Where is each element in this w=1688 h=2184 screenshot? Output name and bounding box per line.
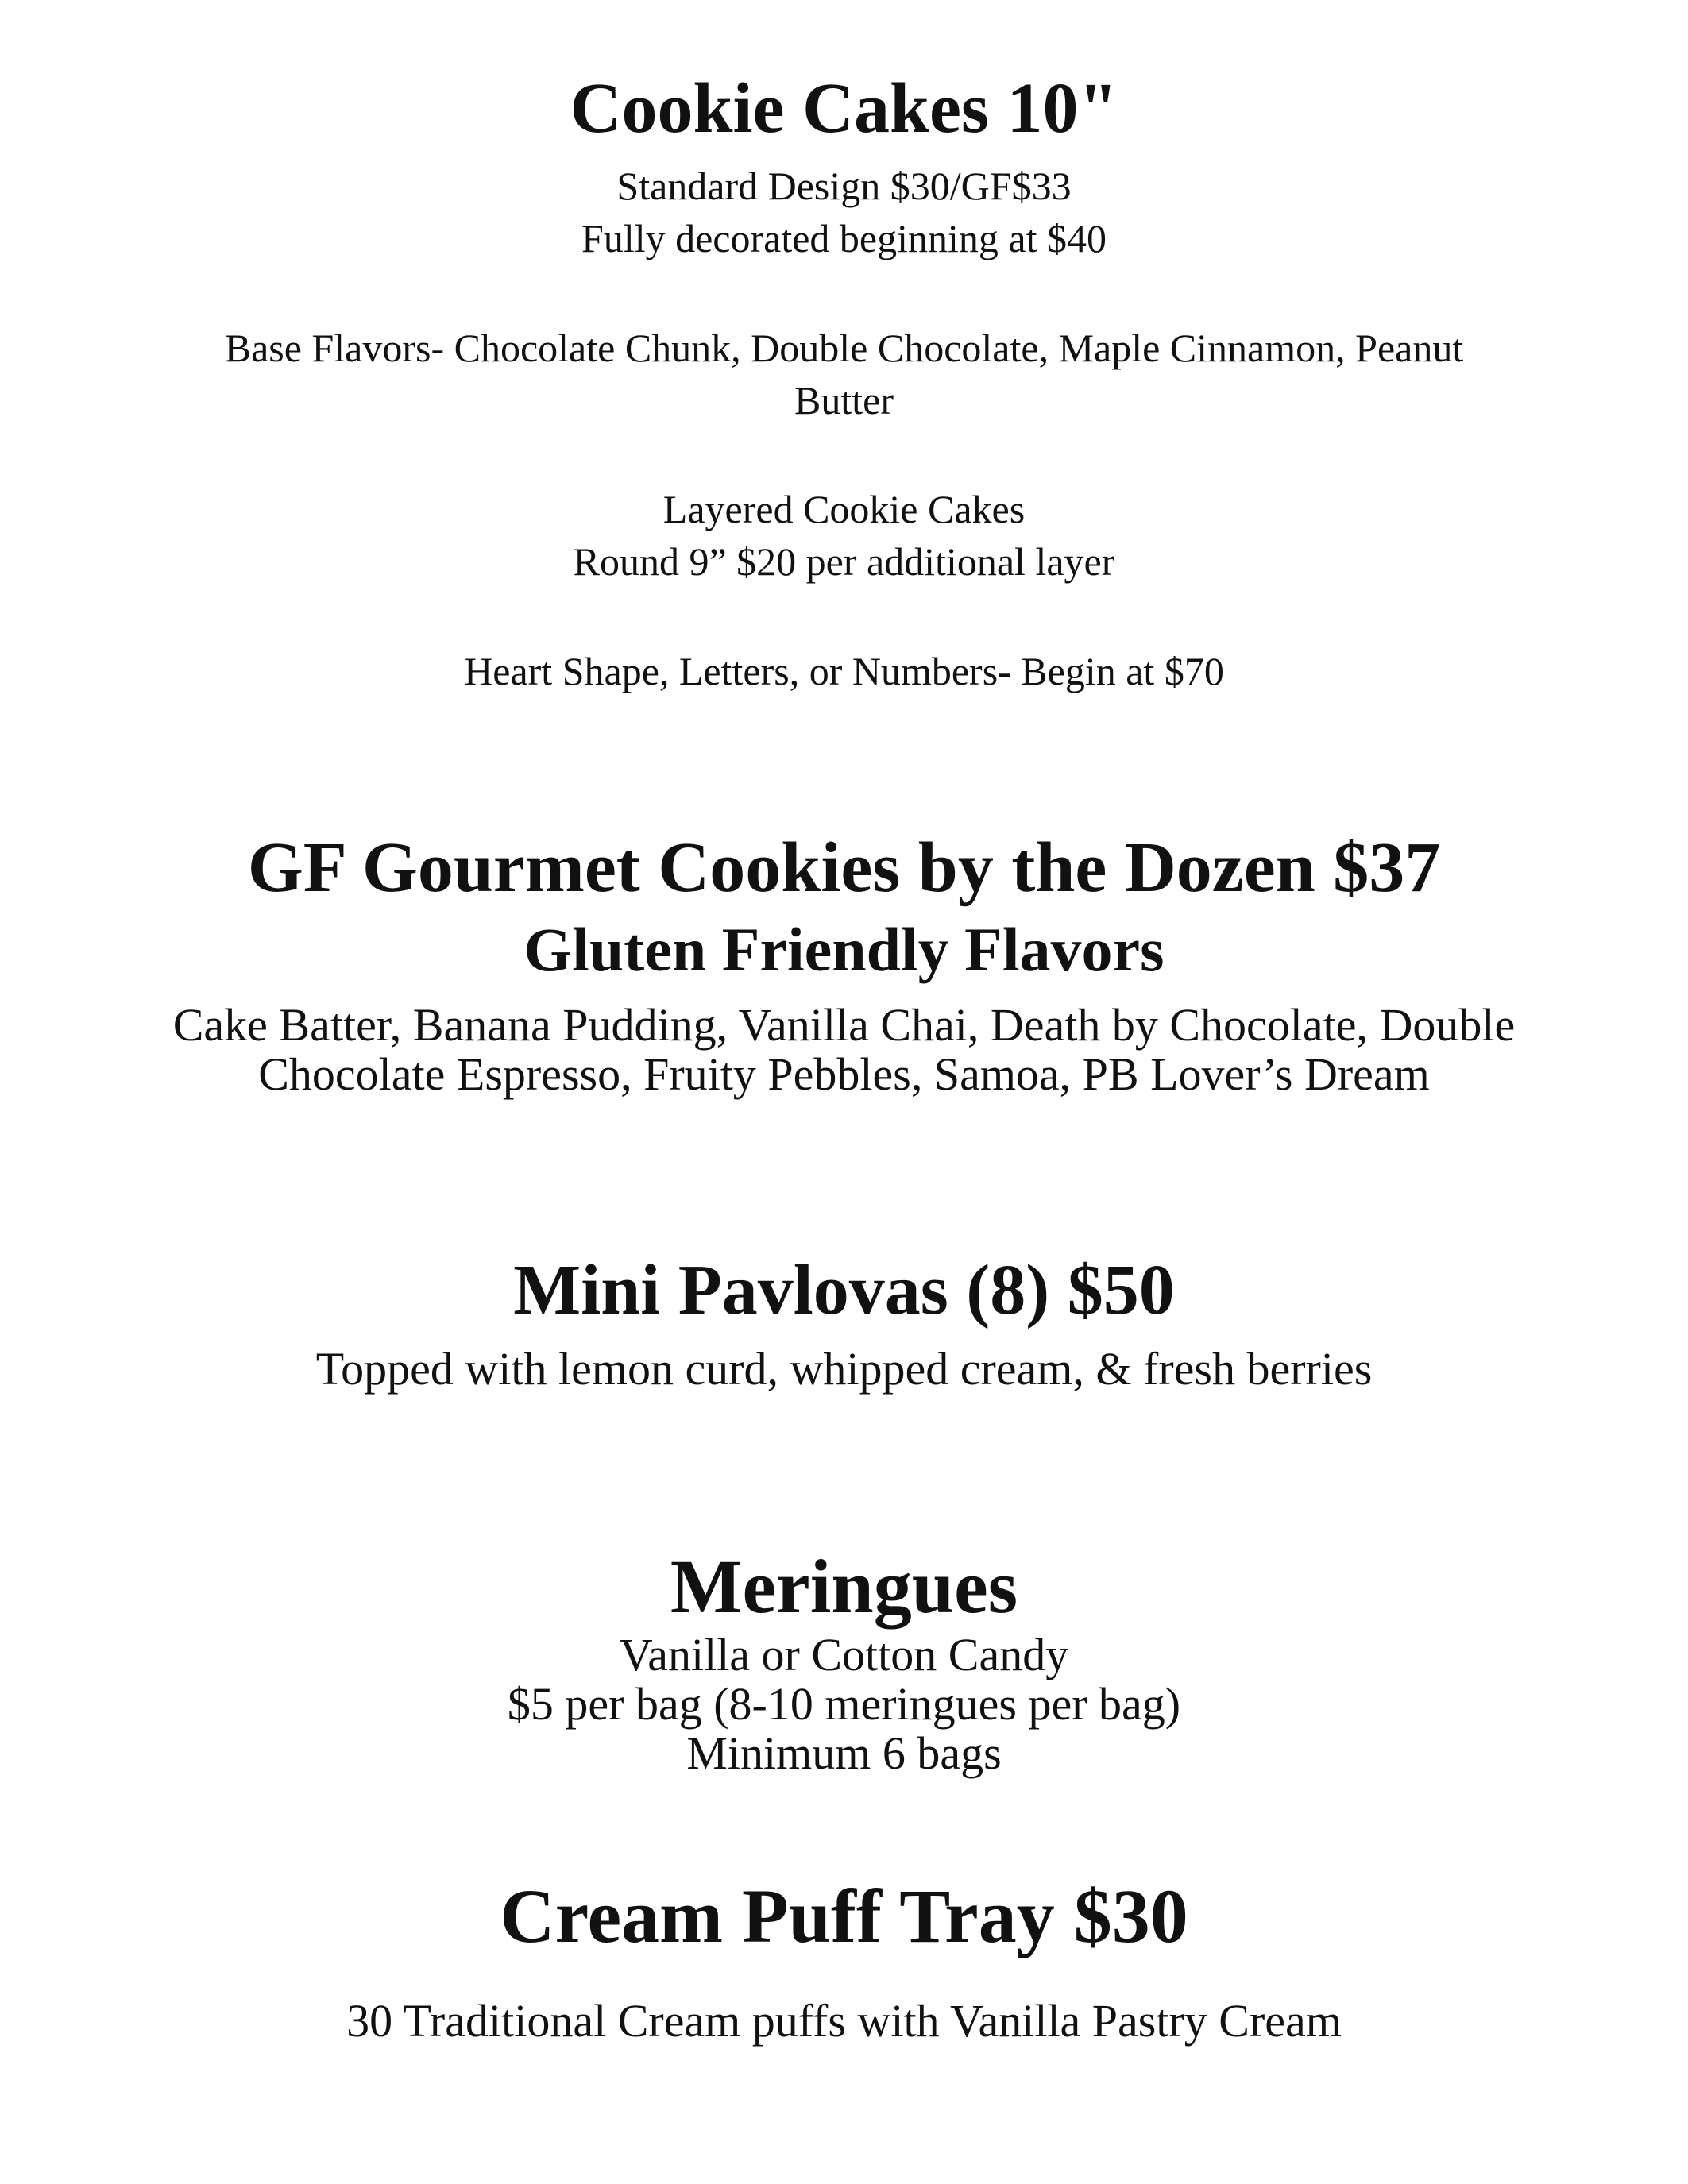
cookie-cakes-title: Cookie Cakes 10" xyxy=(570,69,1118,148)
cookie-cakes-base-flavors xyxy=(0,322,1688,426)
gf-cookies-subtitle: Gluten Friendly Flavors xyxy=(523,915,1165,984)
pavlovas-description: Topped with lemon curd, whipped cream, & fresh berries xyxy=(315,1343,1373,1395)
pavlovas-title: Mini Pavlovas (8) $50 xyxy=(513,1251,1175,1329)
cookie-cakes-layered xyxy=(0,483,1688,588)
cream-puff-title: Cream Puff Tray $30 xyxy=(500,1873,1188,1958)
cookie-cakes-pricing xyxy=(0,160,1688,264)
gf-cookies-flavors xyxy=(0,1001,1688,1099)
meringues-title: Meringues xyxy=(670,1544,1018,1629)
layered-line: Layered Cookie Cakes xyxy=(662,487,1026,531)
base-flavors-line: Base Flavors- Chocolate Chunk, Double Chocolate, Maple Cinnamon, Peanut xyxy=(224,326,1464,370)
flavors-line: Chocolate Espresso, Fruity Pebbles, Samoa, PB Lover’s Dream xyxy=(258,1048,1430,1100)
flavors-line: Cake Batter, Banana Pudding, Vanilla Chai, Death by Chocolate, Double xyxy=(172,999,1516,1051)
layered-line: Round 9” $20 per additional layer xyxy=(573,539,1115,584)
pricing-line: Standard Design $30/GF$33 xyxy=(616,164,1072,208)
cookie-cakes-shapes: Heart Shape, Letters, or Numbers- Begin at $70 xyxy=(464,649,1224,693)
gf-cookies-title: GF Gourmet Cookies by the Dozen $37 xyxy=(247,828,1441,907)
meringues-line: Vanilla or Cotton Candy xyxy=(619,1629,1069,1680)
meringues-line: Minimum 6 bags xyxy=(686,1727,1002,1779)
pricing-line: Fully decorated beginning at $40 xyxy=(581,216,1107,260)
meringues-details xyxy=(0,1630,1688,1778)
base-flavors-line: Butter xyxy=(794,378,894,423)
meringues-line: $5 per bag (8-10 meringues per bag) xyxy=(507,1678,1181,1730)
cream-puff-description: 30 Traditional Cream puffs with Vanilla Pastry Cream xyxy=(346,1995,1342,2047)
